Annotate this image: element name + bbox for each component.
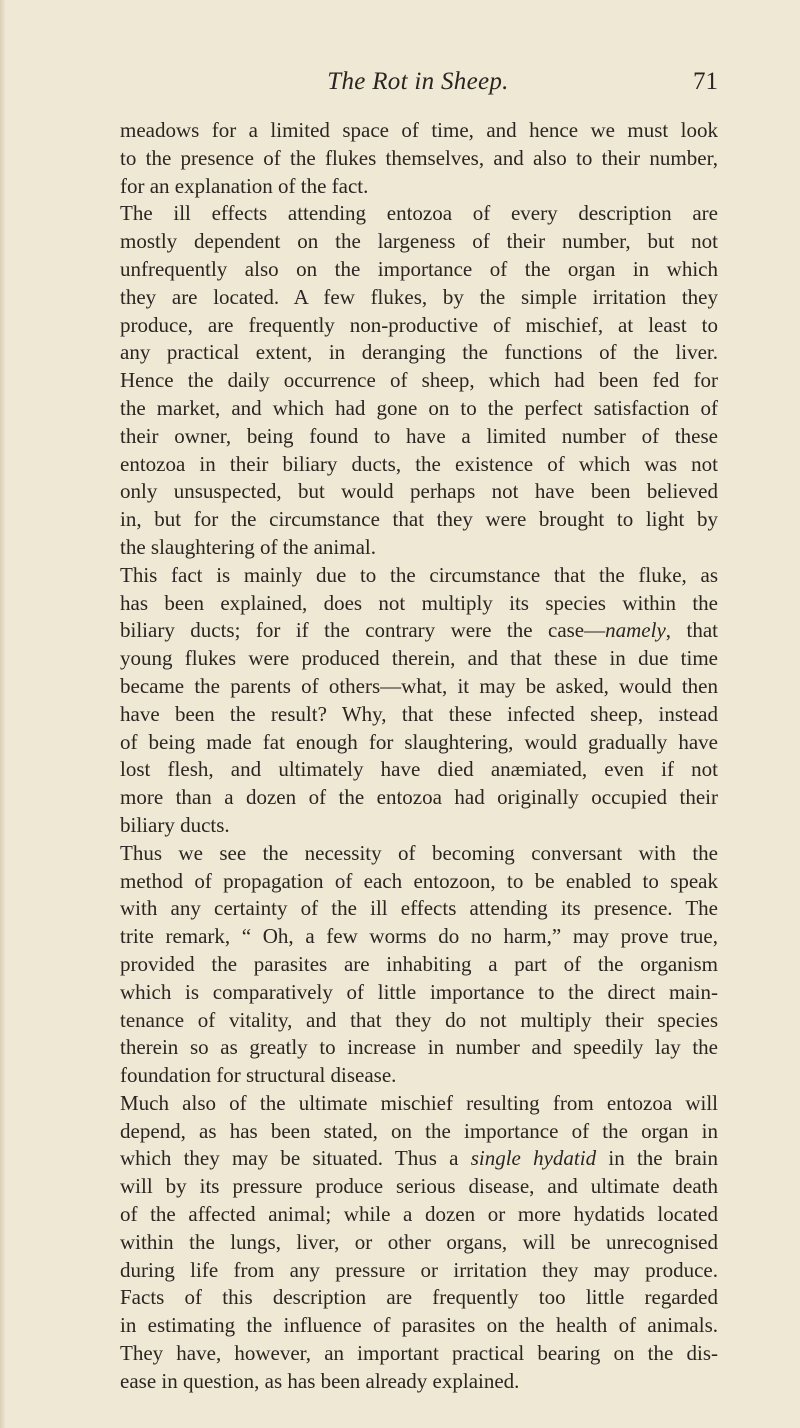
text-line: entozoa in their biliary ducts, the existence of which was not	[120, 451, 718, 476]
text-line: depend, as has been stated, on the importance of the organ in	[120, 1118, 718, 1143]
text-fragment: , that	[665, 618, 718, 643]
text-line: provided the parasites are inhabiting a part of the organism	[120, 951, 718, 976]
text-line: meadows for a limited space of time, and hence we must look	[120, 118, 718, 142]
text-line: ease in question, as has been already explained.	[120, 1368, 520, 1393]
text-line: during life from any pressure or irritation they may produce.	[120, 1257, 718, 1282]
text-line: they are located. A few flukes, by the simple irritation they	[120, 284, 718, 309]
text-line: foundation for structural disease.	[120, 1063, 397, 1088]
text-line: more than a dozen of the entozoa had originally occupied their	[120, 785, 718, 810]
text-line: in estimating the influence of parasites on the health of animals.	[120, 1313, 718, 1338]
text-line: within the lungs, liver, or other organs, will be unrecognised	[120, 1229, 718, 1254]
text-line: the slaughtering of the animal.	[120, 534, 377, 559]
text-line: mostly dependent on the largeness of their number, but not	[120, 229, 718, 254]
text-line: trite remark, “ Oh, a few worms do no harm,” may prove true,	[120, 924, 718, 949]
running-head	[118, 68, 718, 102]
text-line: Facts of this description are frequently too little regarded	[120, 1285, 718, 1310]
page-edge	[0, 0, 6, 1428]
running-title: The Rot in Sheep.	[327, 68, 509, 95]
text-line: young flukes were produced therein, and that these in due time	[120, 646, 718, 671]
text-fragment: in the brain	[596, 1146, 718, 1171]
text-line: This fact is mainly due to the circumstance that the fluke, as	[120, 562, 718, 587]
text-line: in, but for the circumstance that they were brought to light by	[120, 507, 718, 532]
body-text	[120, 117, 718, 1396]
text-line: with any certainty of the ill effects attending its presence. The	[120, 896, 718, 921]
text-line: of the affected animal; while a dozen or more hydatids located	[120, 1202, 718, 1227]
text-line: to the presence of the flukes themselves, and also to their number,	[120, 145, 718, 170]
text-line: biliary ducts.	[120, 812, 230, 837]
text-line: the market, and which had gone on to the perfect satisfaction of	[120, 395, 718, 420]
text-line: They have, however, an important practical bearing on the dis-	[120, 1341, 718, 1366]
text-line: has been explained, does not multiply its species within the	[120, 590, 718, 615]
text-line: any practical extent, in deranging the functions of the liver.	[120, 340, 718, 365]
text-fragment: which they may be situated. Thus a	[120, 1146, 471, 1171]
text-line: The ill effects attending entozoa of every description are	[120, 201, 718, 226]
italic-namely: namely	[605, 618, 666, 643]
text-line	[120, 617, 718, 645]
text-line: only unsuspected, but would perhaps not have been believed	[120, 479, 718, 504]
text-line: have been the result? Why, that these infected sheep, instead	[120, 701, 718, 726]
text-line: which is comparatively of little importance to the direct main-	[120, 979, 718, 1004]
text-line: Much also of the ultimate mischief resulting from entozoa will	[120, 1090, 718, 1115]
text-line: produce, are frequently non-productive of mischief, at least to	[120, 312, 718, 337]
text-line: method of propagation of each entozoon, to be enabled to speak	[120, 868, 718, 893]
page-number: 71	[693, 68, 718, 95]
text-line: unfrequently also on the importance of the organ in which	[120, 256, 718, 281]
text-line: became the parents of others—what, it may be asked, would then	[120, 673, 718, 698]
text-line	[120, 1145, 718, 1173]
text-line: Thus we see the necessity of becoming conversant with the	[120, 840, 718, 865]
italic-single-hydatid: single hydatid	[470, 1146, 597, 1171]
text-line: their owner, being found to have a limited number of these	[120, 423, 718, 448]
text-line: therein so as greatly to increase in number and speedily lay the	[120, 1035, 718, 1060]
text-line: for an explanation of the fact.	[120, 173, 369, 198]
text-line: of being made fat enough for slaughtering, would gradually have	[120, 729, 718, 754]
text-line: tenance of vitality, and that they do not multiply their species	[120, 1007, 718, 1032]
text-line: will by its pressure produce serious disease, and ultimate death	[120, 1174, 718, 1199]
text-line: Hence the daily occurrence of sheep, which had been fed for	[120, 368, 718, 393]
text-line: lost flesh, and ultimately have died anæmiated, even if not	[120, 757, 718, 782]
text-fragment: biliary ducts; for if the contrary were the case—	[120, 618, 606, 643]
